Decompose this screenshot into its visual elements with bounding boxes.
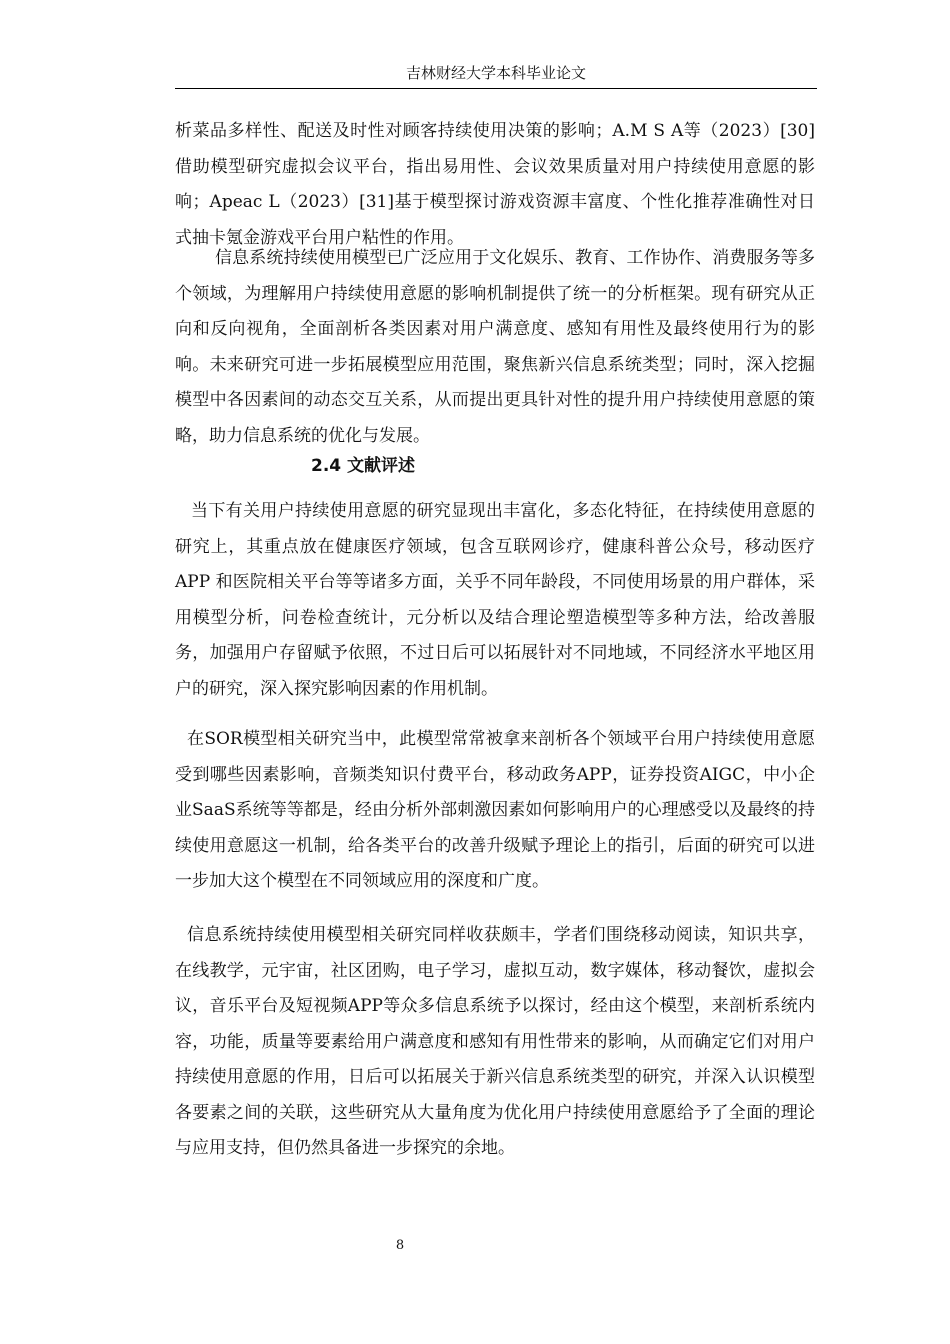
paragraph-review-overview: 当下有关用户持续使用意愿的研究显现出丰富化，多态化特征，在持续使用意愿的研究上，其重点放在健康医疗领域，包含互联网诊疗，健康科普公众号，移动医疗 APP 和医院相关平台等等诸多方面，关乎不同年龄段，不同使用场景的用户群体，采用模型分析，问卷检查统计，元分析以及结合理论塑造模型等多种方法，给改善服务，加强用户存留赋予依照，不过日后可以拓展针对不同地域，不同经济水平地区用户的研究，深入探究影响因素的作用机制。 [175, 501, 815, 699]
paragraph-model-summary: 信息系统持续使用模型已广泛应用于文化娱乐、教育、工作协作、消费服务等多个领域，为理解用户持续使用意愿的影响机制提供了统一的分析框架。现有研究从正向和反向视角，全面剖析各类因素对用户满意度、感知有用性及最终使用行为的影响。未来研究可进一步拓展模型应用范围，聚焦新兴信息系统类型；同时，深入挖掘模型中各因素间的动态交互关系，从而提出更具针对性的提升用户持续使用意愿的策略，助力信息系统的优化与发展。 [175, 248, 815, 446]
page-header-title: 吉林财经大学本科毕业论文 [405, 64, 586, 82]
paragraph-intro: 析菜品多样性、配送及时性对顾客持续使用决策的影响；A.M S A等（2023）[30]借助模型研究虚拟会议平台，指出易用性、会议效果质量对用户持续使用意愿的影响；Apeac L（2023）[31]基于模型探讨游戏资源丰富度、个性化推荐准确性对日式抽卡氪金游戏平台用户粘性的作用。 [175, 121, 815, 248]
page-number: 8 [395, 1238, 405, 1253]
paragraph-ecm-review: 信息系统持续使用模型相关研究同样收获颇丰，学者们围绕移动阅读，知识共享，在线教学，元宇宙，社区团购，电子学习，虚拟互动，数字媒体，移动餐饮，虚拟会议，音乐平台及短视频APP等众多信息系统予以探讨，经由这个模型，来剖析系统内容，功能，质量等要素给用户满意度和感知有用性带来的影响，从而确定它们对用户持续使用意愿的作用，日后可以拓展关于新兴信息系统类型的研究，并深入认识模型各要素之间的关联，这些研究从大量角度为优化用户持续使用意愿给予了全面的理论与应用支持，但仍然具备进一步探究的余地。 [175, 925, 815, 1158]
section-heading: 2.4 文献评述 [311, 456, 416, 476]
header-divider [175, 88, 817, 89]
paragraph-sor-review: 在SOR模型相关研究当中，此模型常常被拿来剖析各个领域平台用户持续使用意愿受到哪些因素影响，音频类知识付费平台，移动政务APP，证券投资AIGC，中小企业SaaS系统等等都是，经由分析外部刺激因素如何影响用户的心理感受以及最终的持续使用意愿这一机制，给各类平台的改善升级赋予理论上的指引，后面的研究可以进一步加大这个模型在不同领域应用的深度和广度。 [175, 729, 815, 891]
